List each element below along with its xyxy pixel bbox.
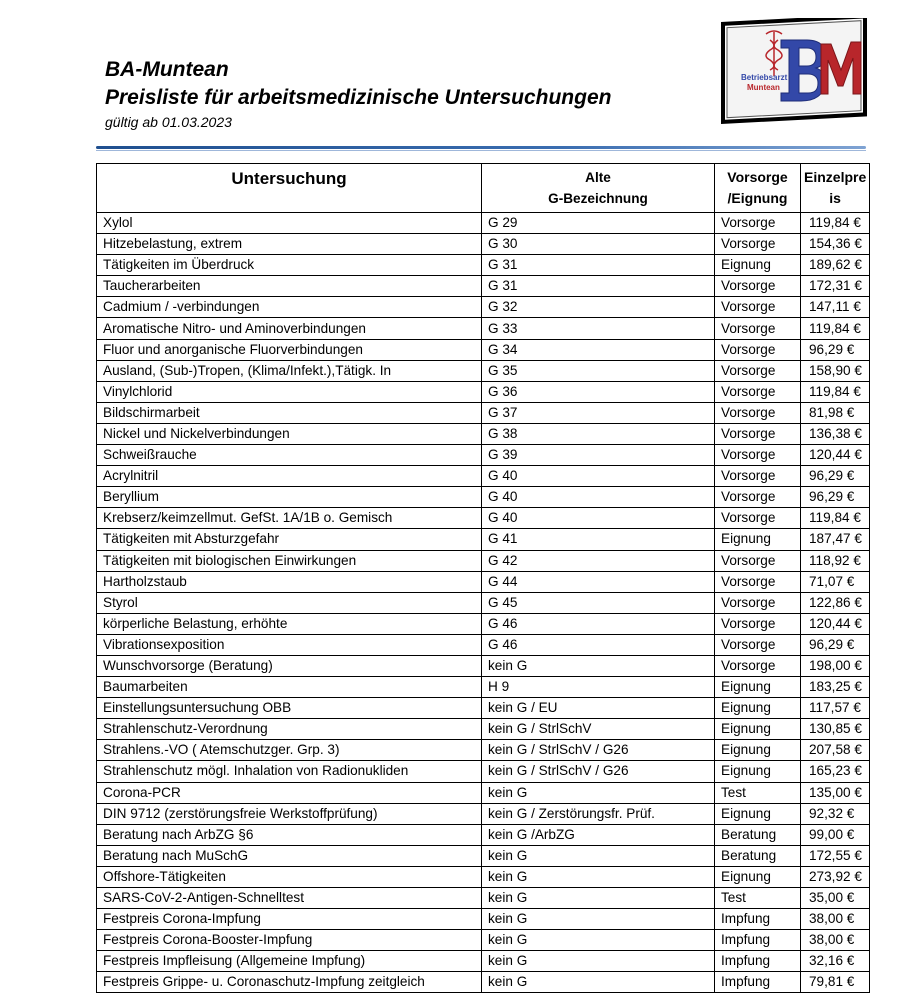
price-cell: 96,29 € (801, 634, 870, 655)
art-cell: Vorsorge (715, 276, 801, 297)
table-row (97, 529, 870, 550)
untersuchung-cell: Beryllium (97, 487, 482, 508)
bezeichnung-cell: G 42 (482, 550, 715, 571)
art-cell: Eignung (715, 803, 801, 824)
untersuchung-cell: Nickel und Nickelverbindungen (97, 423, 482, 444)
table-row (97, 951, 870, 972)
untersuchung-cell: Strahlenschutz mögl. Inhalation von Radionukliden (97, 761, 482, 782)
price-cell: 96,29 € (801, 339, 870, 360)
art-cell: Vorsorge (715, 234, 801, 255)
untersuchung-cell: körperliche Belastung, erhöhte (97, 613, 482, 634)
art-cell: Eignung (715, 740, 801, 761)
price-cell: 122,86 € (801, 592, 870, 613)
price-cell: 172,31 € (801, 276, 870, 297)
price-cell: 120,44 € (801, 445, 870, 466)
table-row (97, 466, 870, 487)
bezeichnung-cell: kein G (482, 655, 715, 676)
table-row (97, 508, 870, 529)
untersuchung-cell: Tätigkeiten mit Absturzgefahr (97, 529, 482, 550)
price-cell: 79,81 € (801, 972, 870, 993)
document-title: Preisliste für arbeitsmedizinische Untersuchungen (105, 86, 612, 109)
bezeichnung-cell: G 40 (482, 508, 715, 529)
art-cell: Impfung (715, 972, 801, 993)
table-row (97, 888, 870, 909)
price-cell: 119,84 € (801, 508, 870, 529)
art-cell: Vorsorge (715, 634, 801, 655)
price-cell: 130,85 € (801, 719, 870, 740)
untersuchung-cell: Vinylchlorid (97, 381, 482, 402)
validity-date: gültig ab 01.03.2023 (105, 114, 232, 130)
table-row (97, 381, 870, 402)
untersuchung-cell: Acrylnitril (97, 466, 482, 487)
untersuchung-cell: Fluor und anorganische Fluorverbindungen (97, 339, 482, 360)
untersuchung-cell: Festpreis Impfleisung (Allgemeine Impfung) (97, 951, 482, 972)
table-row (97, 592, 870, 613)
bezeichnung-cell: G 37 (482, 402, 715, 423)
bezeichnung-cell: G 33 (482, 318, 715, 339)
art-cell: Eignung (715, 255, 801, 276)
bezeichnung-cell: kein G (482, 888, 715, 909)
art-cell: Vorsorge (715, 592, 801, 613)
table-row (97, 866, 870, 887)
bezeichnung-cell: kein G / StrlSchV (482, 719, 715, 740)
table-row (97, 339, 870, 360)
header-vorsorge-eignung (715, 164, 801, 213)
bezeichnung-cell: G 46 (482, 613, 715, 634)
price-table (96, 163, 870, 993)
bezeichnung-cell: G 40 (482, 466, 715, 487)
price-cell: 118,92 € (801, 550, 870, 571)
price-cell: 135,00 € (801, 782, 870, 803)
table-row (97, 698, 870, 719)
table-row (97, 297, 870, 318)
bezeichnung-cell: kein G (482, 951, 715, 972)
art-cell: Beratung (715, 845, 801, 866)
header-art-line1: Vorsorge (727, 169, 788, 185)
price-cell: 32,16 € (801, 951, 870, 972)
art-cell: Vorsorge (715, 381, 801, 402)
bezeichnung-cell: G 30 (482, 234, 715, 255)
art-cell: Vorsorge (715, 487, 801, 508)
art-cell: Vorsorge (715, 508, 801, 529)
bezeichnung-cell: G 34 (482, 339, 715, 360)
untersuchung-cell: Wunschvorsorge (Beratung) (97, 655, 482, 676)
art-cell: Vorsorge (715, 655, 801, 676)
art-cell: Impfung (715, 930, 801, 951)
art-cell: Vorsorge (715, 360, 801, 381)
art-cell: Impfung (715, 951, 801, 972)
bezeichnung-cell: kein G (482, 909, 715, 930)
untersuchung-cell: Tätigkeiten mit biologischen Einwirkungen (97, 550, 482, 571)
table-row (97, 677, 870, 698)
table-row (97, 445, 870, 466)
bezeichnung-cell: kein G /ArbZG (482, 824, 715, 845)
untersuchung-cell: Corona-PCR (97, 782, 482, 803)
untersuchung-cell: Festpreis Grippe- u. Coronaschutz-Impfung zeitgleich (97, 972, 482, 993)
bezeichnung-cell: G 38 (482, 423, 715, 444)
bezeichnung-cell: G 36 (482, 381, 715, 402)
untersuchung-cell: Baumarbeiten (97, 677, 482, 698)
bezeichnung-cell: H 9 (482, 677, 715, 698)
untersuchung-cell: Cadmium / -verbindungen (97, 297, 482, 318)
header-preis-line2: is (829, 190, 841, 206)
price-cell: 119,84 € (801, 318, 870, 339)
table-row (97, 276, 870, 297)
table-row (97, 655, 870, 676)
art-cell: Vorsorge (715, 339, 801, 360)
art-cell: Vorsorge (715, 445, 801, 466)
table-row (97, 634, 870, 655)
untersuchung-cell: Beratung nach MuSchG (97, 845, 482, 866)
price-cell: 120,44 € (801, 613, 870, 634)
art-cell: Vorsorge (715, 318, 801, 339)
price-cell: 119,84 € (801, 381, 870, 402)
bezeichnung-cell: G 29 (482, 213, 715, 234)
price-cell: 198,00 € (801, 655, 870, 676)
art-cell: Eignung (715, 677, 801, 698)
table-row (97, 803, 870, 824)
price-cell: 273,92 € (801, 866, 870, 887)
bezeichnung-cell: kein G (482, 972, 715, 993)
art-cell: Eignung (715, 698, 801, 719)
bezeichnung-cell: G 31 (482, 276, 715, 297)
art-cell: Vorsorge (715, 213, 801, 234)
untersuchung-cell: Krebserz/keimzellmut. GefSt. 1A/1B o. Gemisch (97, 508, 482, 529)
price-cell: 136,38 € (801, 423, 870, 444)
art-cell: Eignung (715, 866, 801, 887)
art-cell: Eignung (715, 529, 801, 550)
header-preis-line1: Einzelpre (804, 169, 867, 185)
table-row (97, 761, 870, 782)
art-cell: Beratung (715, 824, 801, 845)
untersuchung-cell: Festpreis Corona-Booster-Impfung (97, 930, 482, 951)
document-header (105, 56, 611, 130)
art-cell: Vorsorge (715, 613, 801, 634)
untersuchung-cell: Beratung nach ArbZG §6 (97, 824, 482, 845)
bezeichnung-cell: kein G (482, 845, 715, 866)
header-alte-bezeichnung (482, 164, 715, 213)
bezeichnung-cell: G 35 (482, 360, 715, 381)
bezeichnung-cell: kein G (482, 782, 715, 803)
price-cell: 172,55 € (801, 845, 870, 866)
art-cell: Impfung (715, 909, 801, 930)
logo-text-line1: Betriebsarzt (741, 73, 788, 82)
price-cell: 189,62 € (801, 255, 870, 276)
table-row (97, 972, 870, 993)
price-cell: 96,29 € (801, 487, 870, 508)
untersuchung-cell: Festpreis Corona-Impfung (97, 909, 482, 930)
bezeichnung-cell: kein G / StrlSchV / G26 (482, 740, 715, 761)
untersuchung-cell: Styrol (97, 592, 482, 613)
table-row (97, 845, 870, 866)
price-cell: 117,57 € (801, 698, 870, 719)
untersuchung-cell: Hartholzstaub (97, 571, 482, 592)
untersuchung-cell: Bildschirmarbeit (97, 402, 482, 423)
price-cell: 183,25 € (801, 677, 870, 698)
price-cell: 99,00 € (801, 824, 870, 845)
bezeichnung-cell: G 41 (482, 529, 715, 550)
table-row (97, 930, 870, 951)
table-row (97, 909, 870, 930)
untersuchung-cell: Tätigkeiten im Überdruck (97, 255, 482, 276)
art-cell: Test (715, 782, 801, 803)
price-cell: 96,29 € (801, 466, 870, 487)
price-cell: 165,23 € (801, 761, 870, 782)
bezeichnung-cell: G 40 (482, 487, 715, 508)
art-cell: Vorsorge (715, 571, 801, 592)
table-row (97, 255, 870, 276)
art-cell: Test (715, 888, 801, 909)
art-cell: Vorsorge (715, 466, 801, 487)
company-logo (721, 18, 867, 124)
bezeichnung-cell: G 31 (482, 255, 715, 276)
table-row (97, 571, 870, 592)
price-cell: 207,58 € (801, 740, 870, 761)
table-row (97, 213, 870, 234)
untersuchung-cell: Taucherarbeiten (97, 276, 482, 297)
price-cell: 119,84 € (801, 213, 870, 234)
price-cell: 35,00 € (801, 888, 870, 909)
price-cell: 147,11 € (801, 297, 870, 318)
table-row (97, 487, 870, 508)
price-cell: 81,98 € (801, 402, 870, 423)
table-row (97, 402, 870, 423)
bezeichnung-cell: G 39 (482, 445, 715, 466)
untersuchung-cell: Strahlens.-VO ( Atemschutzger. Grp. 3) (97, 740, 482, 761)
untersuchung-cell: Aromatische Nitro- und Aminoverbindungen (97, 318, 482, 339)
bezeichnung-cell: G 32 (482, 297, 715, 318)
art-cell: Vorsorge (715, 402, 801, 423)
table-row (97, 423, 870, 444)
untersuchung-cell: Xylol (97, 213, 482, 234)
table-row (97, 613, 870, 634)
logo-text-line2: Muntean (747, 83, 780, 92)
price-cell: 154,36 € (801, 234, 870, 255)
untersuchung-cell: SARS-CoV-2-Antigen-Schnelltest (97, 888, 482, 909)
table-row (97, 740, 870, 761)
header-untersuchung: Untersuchung (97, 164, 482, 213)
header-art-line2: /Eignung (727, 190, 788, 206)
header-alte-line2: G-Bezeichnung (548, 191, 648, 206)
table-row (97, 782, 870, 803)
price-cell: 92,32 € (801, 803, 870, 824)
table-row (97, 824, 870, 845)
company-name: BA-Muntean (105, 58, 229, 81)
table-row (97, 234, 870, 255)
table-row (97, 719, 870, 740)
price-cell: 187,47 € (801, 529, 870, 550)
art-cell: Vorsorge (715, 297, 801, 318)
untersuchung-cell: Ausland, (Sub-)Tropen, (Klima/Infekt.),Tätigk. In (97, 360, 482, 381)
bezeichnung-cell: kein G / Zerstörungsfr. Prüf. (482, 803, 715, 824)
untersuchung-cell: Einstellungsuntersuchung OBB (97, 698, 482, 719)
price-cell: 71,07 € (801, 571, 870, 592)
bezeichnung-cell: kein G (482, 930, 715, 951)
price-cell: 38,00 € (801, 930, 870, 951)
untersuchung-cell: Vibrationsexposition (97, 634, 482, 655)
price-cell: 38,00 € (801, 909, 870, 930)
art-cell: Eignung (715, 719, 801, 740)
art-cell: Vorsorge (715, 423, 801, 444)
header-alte-line1: Alte (585, 170, 611, 185)
art-cell: Eignung (715, 761, 801, 782)
bezeichnung-cell: G 46 (482, 634, 715, 655)
bezeichnung-cell: kein G / StrlSchV / G26 (482, 761, 715, 782)
table-row (97, 360, 870, 381)
price-cell: 158,90 € (801, 360, 870, 381)
table-header-row (97, 164, 870, 213)
header-einzelpreis (801, 164, 870, 213)
header-divider (96, 146, 866, 149)
header-divider-shadow (96, 150, 866, 151)
bezeichnung-cell: G 44 (482, 571, 715, 592)
bezeichnung-cell: kein G (482, 866, 715, 887)
untersuchung-cell: DIN 9712 (zerstörungsfreie Werkstoffprüfung) (97, 803, 482, 824)
untersuchung-cell: Hitzebelastung, extrem (97, 234, 482, 255)
table-row (97, 550, 870, 571)
bezeichnung-cell: kein G / EU (482, 698, 715, 719)
bezeichnung-cell: G 45 (482, 592, 715, 613)
untersuchung-cell: Schweißrauche (97, 445, 482, 466)
table-row (97, 318, 870, 339)
untersuchung-cell: Strahlenschutz-Verordnung (97, 719, 482, 740)
art-cell: Vorsorge (715, 550, 801, 571)
untersuchung-cell: Offshore-Tätigkeiten (97, 866, 482, 887)
